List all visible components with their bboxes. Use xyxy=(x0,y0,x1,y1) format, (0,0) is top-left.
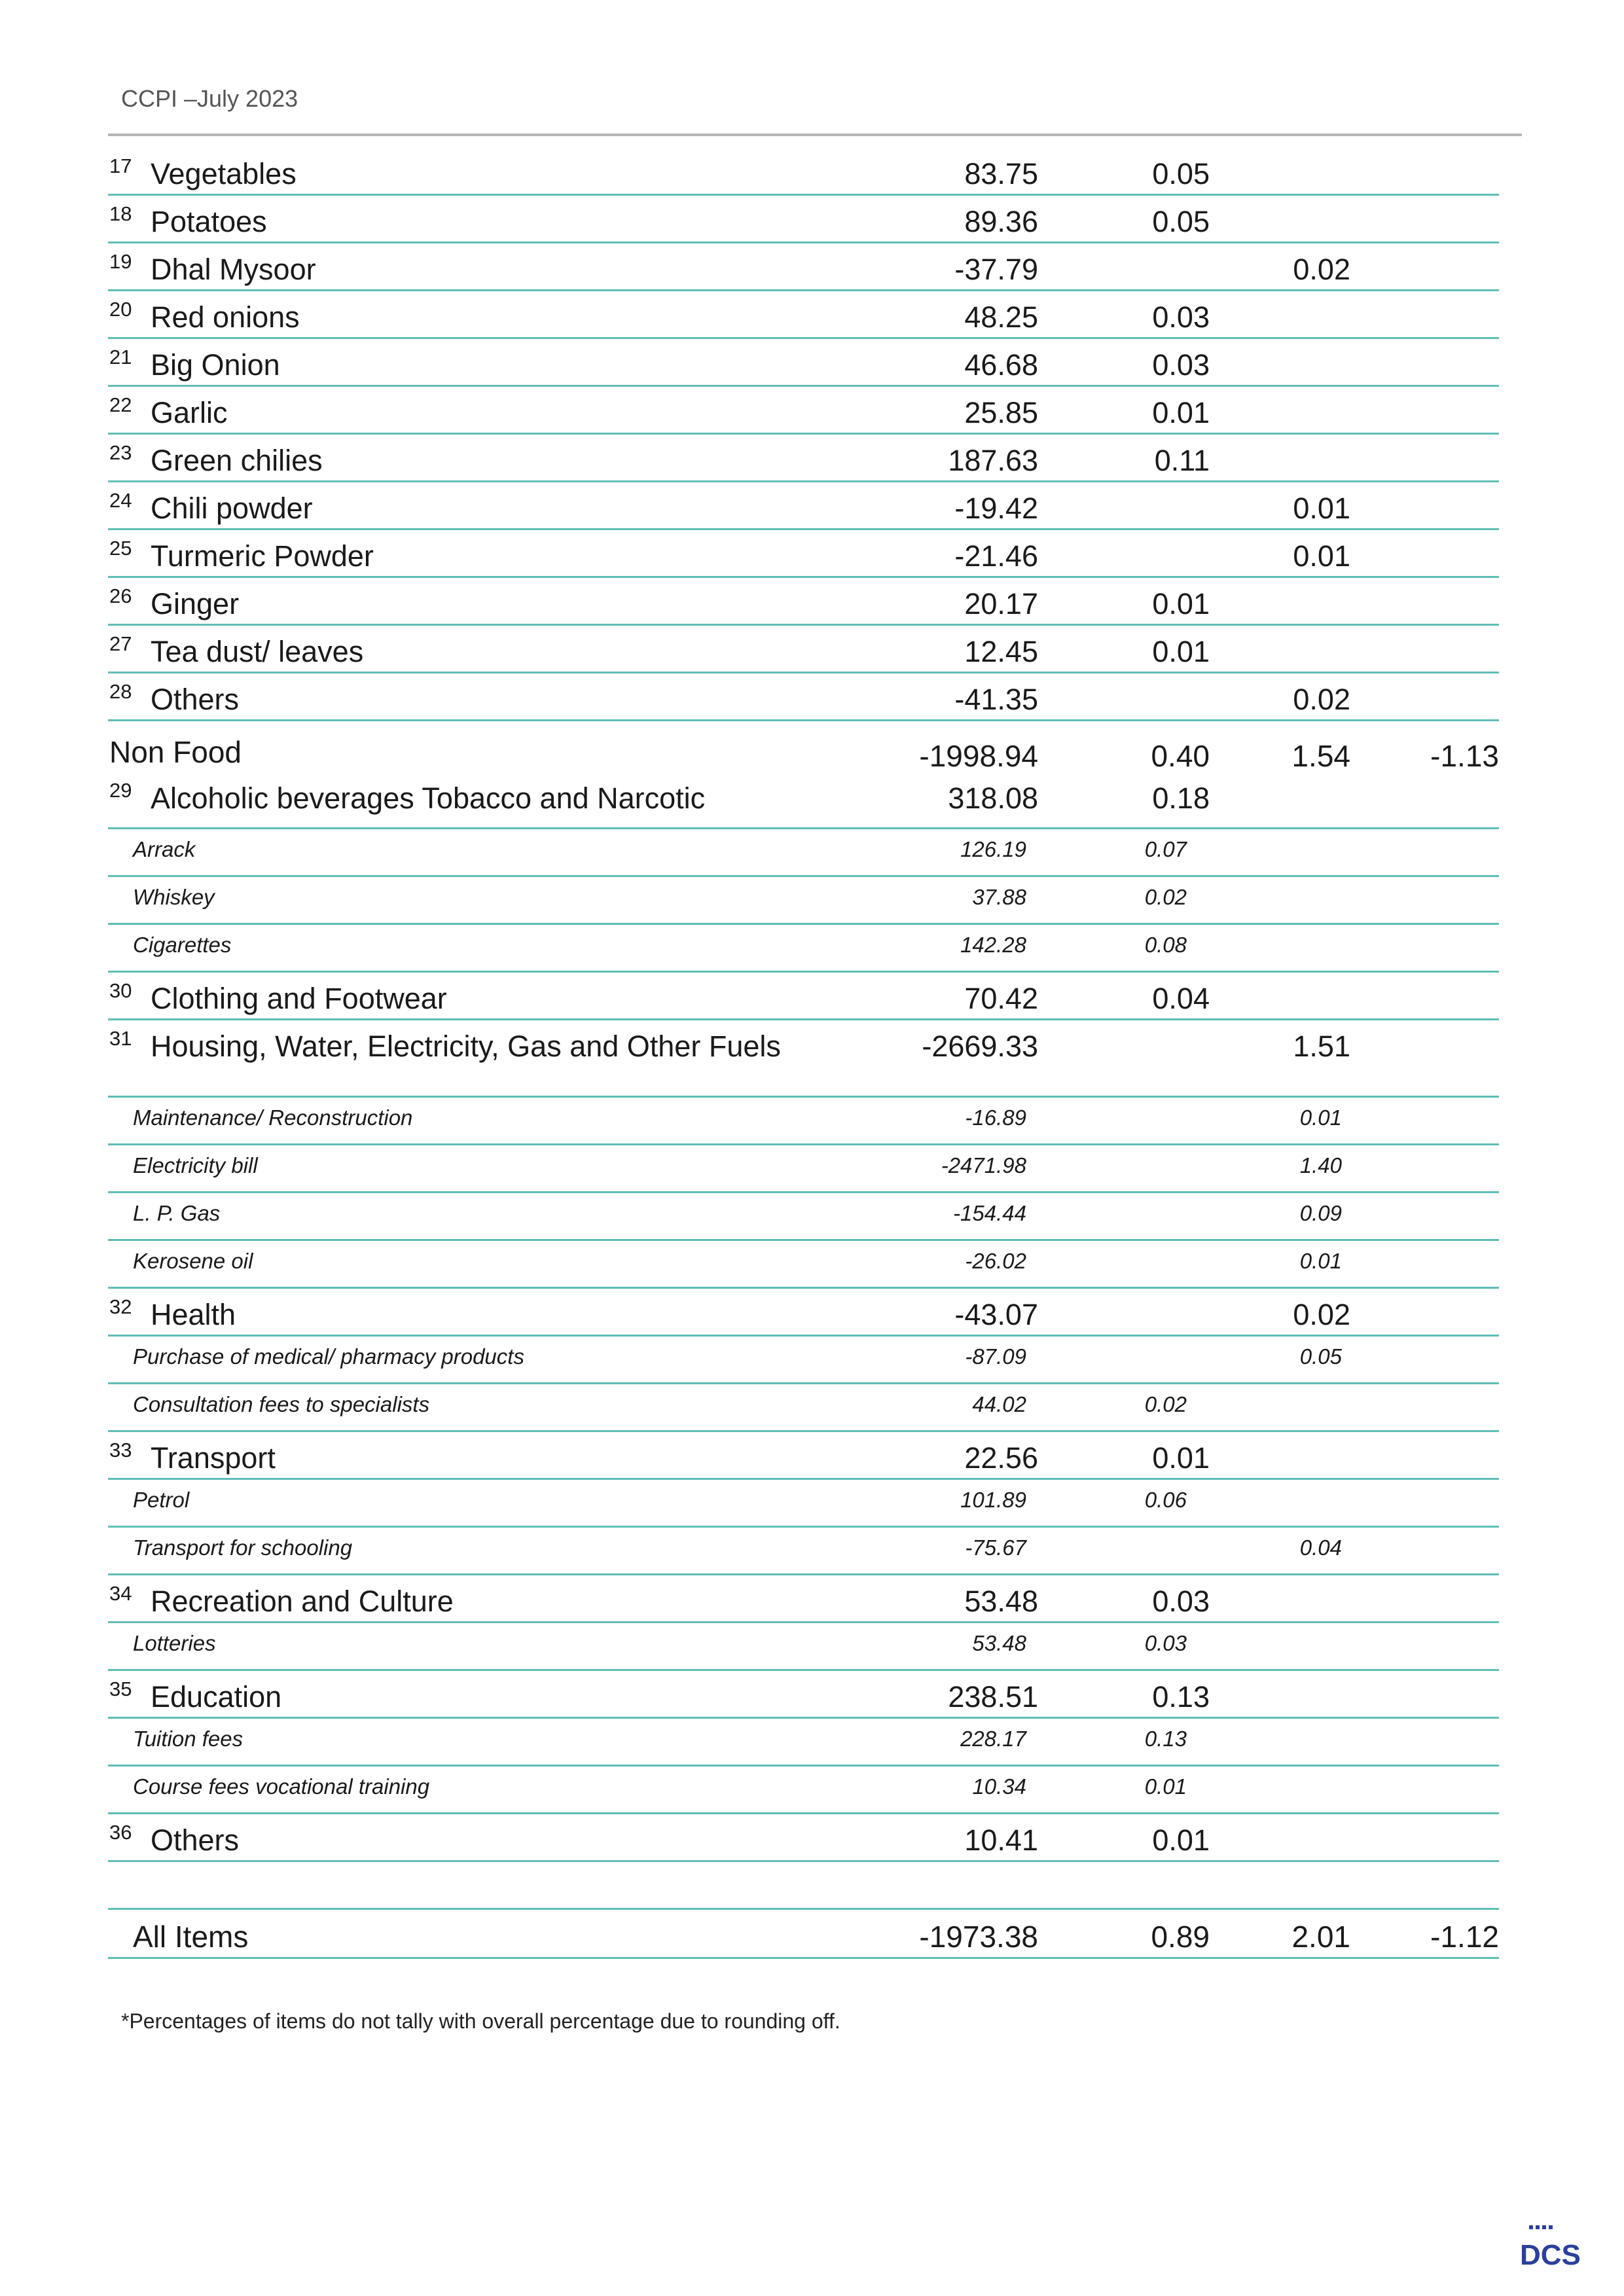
item-number: 26 xyxy=(109,584,132,607)
value-col-1: -16.89 xyxy=(965,1105,1026,1130)
item-label: Maintenance/ Reconstruction xyxy=(133,1105,413,1130)
value-col-1: 20.17 xyxy=(964,587,1038,620)
value-col-1: -75.67 xyxy=(965,1535,1026,1560)
value-col-1: 318.08 xyxy=(948,781,1038,815)
value-col-1: -154.44 xyxy=(953,1201,1026,1225)
value-col-1: 142.28 xyxy=(960,933,1026,957)
value-col-2: 0.03 xyxy=(1152,1585,1210,1618)
item-row xyxy=(108,973,1499,1020)
value-col-2: 0.05 xyxy=(1152,157,1210,190)
item-label: Transport for schooling xyxy=(133,1535,353,1560)
item-number: 23 xyxy=(109,441,132,464)
item-label: Cigarettes xyxy=(133,933,232,957)
item-number: 25 xyxy=(109,537,132,560)
item-row xyxy=(108,1432,1499,1480)
value-col-3: 0.02 xyxy=(1293,683,1350,716)
value-col-2: 0.01 xyxy=(1152,1441,1210,1475)
item-label: Non Food xyxy=(109,735,242,769)
value-col-3: 0.01 xyxy=(1293,539,1350,573)
value-col-1: 53.48 xyxy=(964,1585,1038,1618)
item-row xyxy=(108,339,1499,387)
value-col-2: 0.89 xyxy=(1151,1920,1210,1954)
value-col-1: 10.41 xyxy=(964,1823,1038,1857)
item-number: 30 xyxy=(109,979,132,1002)
value-col-1: -26.02 xyxy=(965,1249,1026,1273)
item-row xyxy=(108,387,1499,435)
value-col-1: 44.02 xyxy=(972,1392,1026,1416)
sub-item-row xyxy=(108,1623,1499,1671)
sub-item-row xyxy=(108,925,1499,973)
item-label: Housing, Water, Electricity, Gas and Other Fuels xyxy=(151,1030,781,1063)
value-col-2: 0.13 xyxy=(1152,1680,1210,1713)
value-col-3: 0.04 xyxy=(1299,1535,1342,1560)
item-label: Others xyxy=(151,683,240,716)
item-label: Green chilies xyxy=(151,444,323,477)
page-header: CCPI –July 2023 xyxy=(121,85,298,112)
value-col-3: 1.51 xyxy=(1293,1030,1350,1063)
item-row xyxy=(108,1575,1499,1623)
value-col-1: -37.79 xyxy=(954,253,1038,286)
value-col-2: 0.02 xyxy=(1144,885,1187,909)
value-col-3: 0.09 xyxy=(1299,1201,1342,1225)
value-col-1: -2471.98 xyxy=(941,1153,1026,1177)
item-label: Whiskey xyxy=(133,885,215,909)
item-row xyxy=(108,626,1499,673)
item-label: Tea dust/ leaves xyxy=(151,635,364,668)
category-row xyxy=(108,721,1499,772)
value-col-2: 0.08 xyxy=(1144,933,1187,957)
item-label: Kerosene oil xyxy=(133,1249,253,1273)
footnote: *Percentages of items do not tally with overall percentage due to rounding off. xyxy=(121,2009,840,2033)
sub-item-row xyxy=(108,1193,1499,1241)
value-col-2: 0.03 xyxy=(1144,1631,1187,1655)
sub-item-row xyxy=(108,1719,1499,1767)
item-number: 29 xyxy=(109,779,132,802)
item-number: 17 xyxy=(109,154,132,177)
item-label: Red onions xyxy=(151,300,300,334)
value-col-1: -21.46 xyxy=(954,539,1038,573)
item-number: 33 xyxy=(109,1439,132,1462)
value-col-2: 0.05 xyxy=(1152,205,1210,238)
item-label: Garlic xyxy=(151,396,228,429)
item-label: L. P. Gas xyxy=(133,1201,221,1225)
value-col-1: -19.42 xyxy=(954,492,1038,525)
value-col-3: 0.01 xyxy=(1299,1249,1342,1273)
sub-item-row xyxy=(108,1241,1499,1289)
item-number: 35 xyxy=(109,1677,132,1700)
item-number: 27 xyxy=(109,632,132,655)
item-label: Petrol xyxy=(133,1488,190,1512)
value-col-3: 0.05 xyxy=(1299,1344,1342,1369)
value-col-1: 10.34 xyxy=(972,1774,1026,1799)
value-col-1: -43.07 xyxy=(954,1298,1038,1331)
value-col-1: 83.75 xyxy=(964,157,1038,190)
value-col-3: 0.02 xyxy=(1293,1298,1350,1331)
value-col-1: 12.45 xyxy=(964,635,1038,668)
item-row xyxy=(108,243,1499,291)
value-col-1: -1998.94 xyxy=(919,739,1038,773)
item-row xyxy=(108,1020,1499,1098)
item-label: Others xyxy=(151,1823,240,1857)
item-label: Consultation fees to specialists xyxy=(133,1392,430,1416)
item-label: Dhal Mysoor xyxy=(151,253,316,286)
value-col-2: 0.13 xyxy=(1144,1727,1187,1751)
value-col-1: 187.63 xyxy=(948,444,1038,477)
value-col-2: 0.04 xyxy=(1152,982,1210,1015)
value-col-1: 37.88 xyxy=(972,885,1026,909)
sub-item-row xyxy=(108,1767,1499,1814)
value-col-1: 53.48 xyxy=(972,1631,1026,1655)
item-row xyxy=(108,291,1499,339)
item-row xyxy=(108,1289,1499,1336)
value-col-3: 2.01 xyxy=(1291,1920,1350,1954)
value-col-2: 0.06 xyxy=(1144,1488,1187,1512)
sub-item-row xyxy=(108,829,1499,877)
value-col-1: 70.42 xyxy=(964,982,1038,1015)
item-label: Arrack xyxy=(133,837,196,861)
value-col-2: 0.01 xyxy=(1152,1823,1210,1857)
value-col-2: 0.18 xyxy=(1152,781,1210,815)
value-col-1: -87.09 xyxy=(965,1344,1026,1369)
item-number: 21 xyxy=(109,346,132,368)
item-row xyxy=(108,772,1499,829)
value-col-3: 1.54 xyxy=(1291,739,1350,773)
value-col-1: 22.56 xyxy=(964,1441,1038,1475)
total-row xyxy=(108,1910,1499,1959)
value-col-3: 1.40 xyxy=(1299,1153,1342,1177)
item-label: Potatoes xyxy=(151,205,267,238)
sub-item-row xyxy=(108,1480,1499,1528)
item-row xyxy=(108,1671,1499,1719)
item-number: 34 xyxy=(109,1582,132,1605)
item-number: 18 xyxy=(109,202,132,225)
logo-text: DCS xyxy=(1520,2239,1581,2270)
value-col-3: 0.01 xyxy=(1299,1105,1342,1130)
item-number: 22 xyxy=(109,393,132,416)
value-col-4: -1.12 xyxy=(1430,1920,1499,1954)
item-row xyxy=(108,578,1499,626)
value-col-2: 0.01 xyxy=(1152,635,1210,668)
value-col-1: 25.85 xyxy=(964,396,1038,429)
item-label: Electricity bill xyxy=(133,1153,258,1177)
item-label: Alcoholic beverages Tobacco and Narcotic xyxy=(151,781,706,815)
item-label: Education xyxy=(151,1680,282,1713)
value-col-2: 0.07 xyxy=(1144,837,1187,861)
sub-item-row xyxy=(108,1145,1499,1193)
item-row xyxy=(108,673,1499,721)
value-col-3: 0.02 xyxy=(1293,253,1350,286)
item-row xyxy=(108,482,1499,530)
item-label: Chili powder xyxy=(151,492,313,525)
value-col-1: 126.19 xyxy=(960,837,1026,861)
sub-item-row xyxy=(108,1528,1499,1575)
value-col-4: -1.13 xyxy=(1430,739,1499,773)
value-col-3: 0.01 xyxy=(1293,492,1350,525)
item-label: Big Onion xyxy=(151,348,280,382)
value-col-1: -1973.38 xyxy=(919,1920,1038,1954)
item-row xyxy=(108,530,1499,578)
value-col-2: 0.03 xyxy=(1152,300,1210,334)
item-label: Course fees vocational training xyxy=(133,1774,430,1799)
item-number: 28 xyxy=(109,680,132,703)
item-number: 19 xyxy=(109,250,132,273)
item-label: Tuition fees xyxy=(133,1727,244,1751)
item-label: Lotteries xyxy=(133,1631,216,1655)
item-label: Transport xyxy=(151,1441,276,1475)
value-col-1: 238.51 xyxy=(948,1680,1038,1713)
value-col-2: 0.01 xyxy=(1152,396,1210,429)
item-label: Clothing and Footwear xyxy=(151,982,447,1015)
spacer-row xyxy=(108,1862,1499,1910)
sub-item-row xyxy=(108,1336,1499,1384)
data-table xyxy=(108,148,1499,1959)
item-label: Purchase of medical/ pharmacy products xyxy=(133,1344,524,1369)
value-col-1: 48.25 xyxy=(964,300,1038,334)
value-col-2: 0.11 xyxy=(1154,444,1210,477)
dcs-logo xyxy=(1519,2224,1584,2270)
item-label: Recreation and Culture xyxy=(151,1585,454,1618)
value-col-1: 101.89 xyxy=(960,1488,1026,1512)
value-col-1: 46.68 xyxy=(964,348,1038,382)
item-number: 32 xyxy=(109,1295,132,1318)
value-col-1: 228.17 xyxy=(960,1727,1026,1751)
item-number: 24 xyxy=(109,489,132,512)
item-number: 20 xyxy=(109,298,132,321)
item-row xyxy=(108,148,1499,196)
item-row xyxy=(108,1814,1499,1862)
sub-item-row xyxy=(108,1098,1499,1145)
item-label: Vegetables xyxy=(151,157,297,190)
value-col-2: 0.01 xyxy=(1152,587,1210,620)
sub-item-row xyxy=(108,877,1499,925)
value-col-2: 0.40 xyxy=(1151,739,1210,773)
value-col-1: -2669.33 xyxy=(922,1030,1038,1063)
value-col-2: 0.01 xyxy=(1144,1774,1187,1799)
value-col-2: 0.03 xyxy=(1152,348,1210,382)
item-label: Health xyxy=(151,1298,236,1331)
value-col-1: 89.36 xyxy=(964,205,1038,238)
item-number: 36 xyxy=(109,1821,132,1844)
item-row xyxy=(108,196,1499,243)
value-col-1: -41.35 xyxy=(954,683,1038,716)
item-row xyxy=(108,435,1499,482)
sub-item-row xyxy=(108,1384,1499,1432)
header-divider xyxy=(108,134,1522,136)
item-label: Ginger xyxy=(151,587,240,620)
item-label: Turmeric Powder xyxy=(151,539,374,573)
item-label: All Items xyxy=(133,1920,249,1954)
item-number: 31 xyxy=(109,1027,132,1050)
value-col-2: 0.02 xyxy=(1144,1392,1187,1416)
